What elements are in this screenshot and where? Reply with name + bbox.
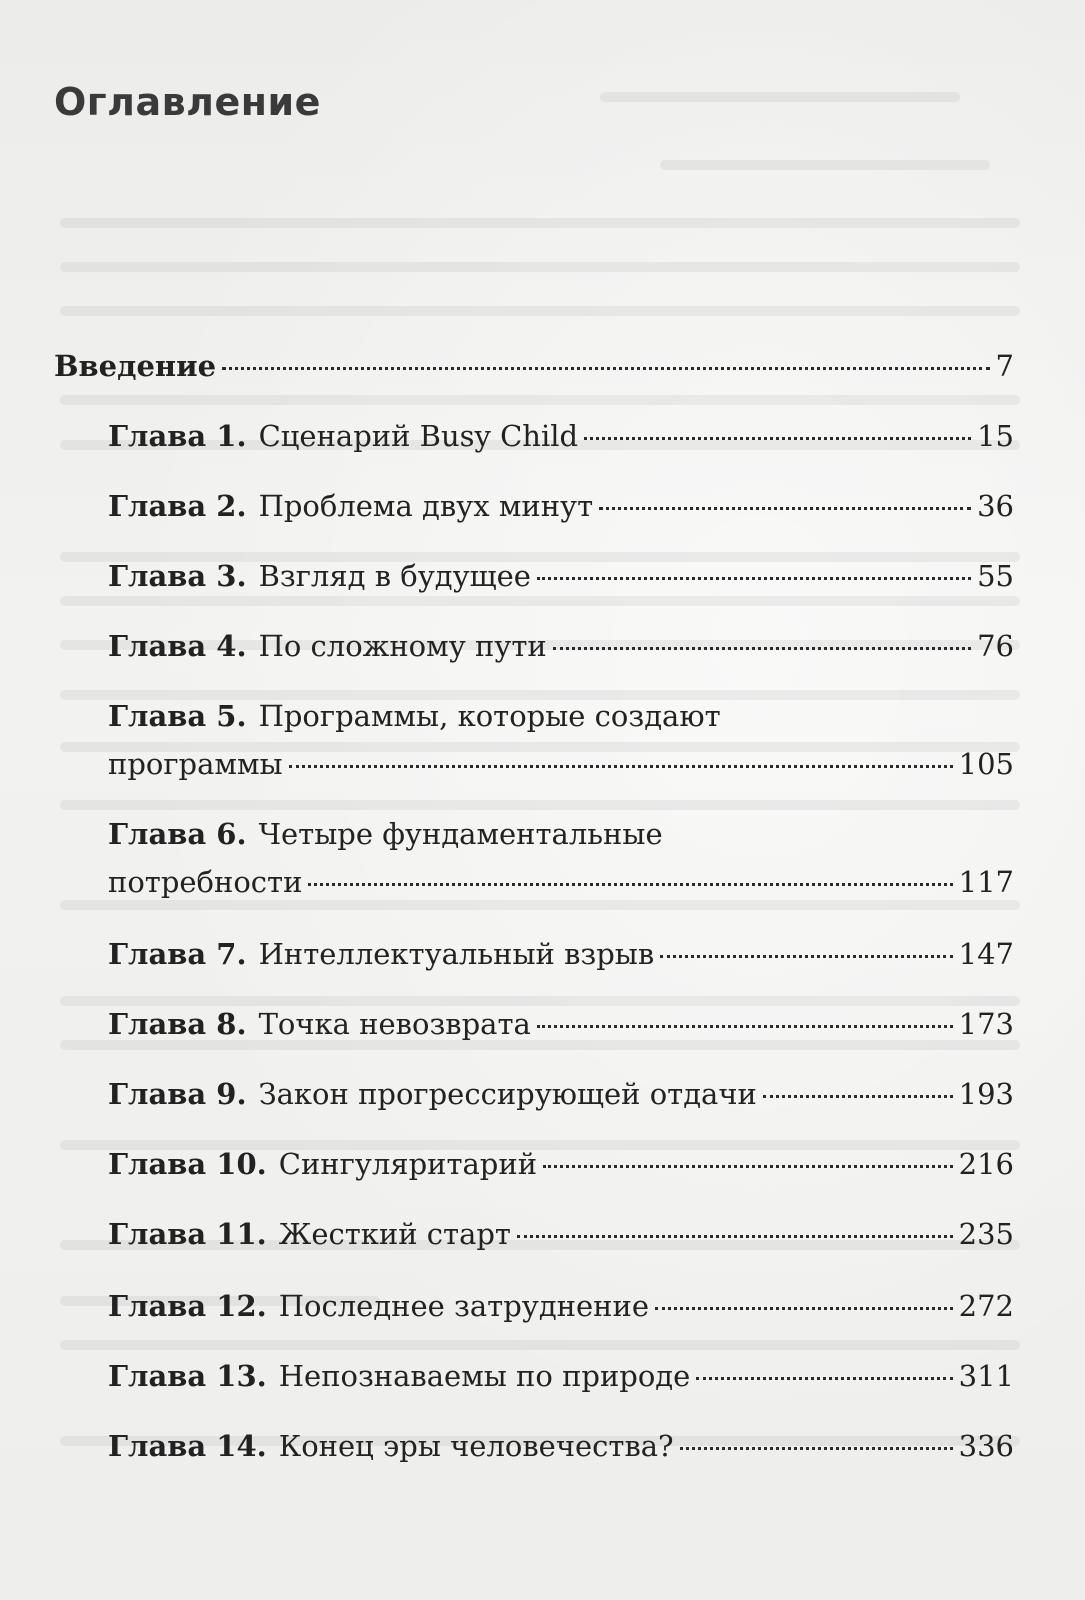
- chapter-number: Глава 9.: [108, 1077, 247, 1111]
- dot-leader: [763, 1095, 953, 1098]
- toc-entry-title: Интеллектуальный взрыв: [258, 937, 655, 971]
- chapter-number: Глава 6.: [108, 817, 247, 851]
- toc-entry-chapter-9[interactable]: [108, 1076, 1014, 1112]
- dot-leader: [517, 1235, 953, 1238]
- toc-entry-page: 193: [958, 1077, 1014, 1111]
- chapter-number: Глава 7.: [108, 937, 247, 971]
- toc-entry-page: 216: [958, 1147, 1014, 1181]
- toc-entry-chapter-5[interactable]: [108, 698, 1014, 782]
- toc-entry-title: Сингуляритарий: [278, 1147, 538, 1181]
- toc-entry-chapter-10[interactable]: [108, 1146, 1014, 1182]
- toc-entry-chapter-2[interactable]: [108, 488, 1014, 524]
- toc-entry-title: Непознаваемы по природе: [278, 1359, 691, 1393]
- toc-entry-page: 36: [977, 489, 1014, 523]
- toc-entry-title: Проблема двух минут: [258, 489, 594, 523]
- toc-entry-chapter-11[interactable]: [108, 1216, 1014, 1252]
- toc-entry-title: Жесткий старт: [278, 1217, 511, 1251]
- toc-entry-title: Введение: [54, 349, 217, 383]
- dot-leader: [660, 955, 952, 958]
- toc-entry-title: Закон прогрессирующей отдачи: [258, 1077, 757, 1111]
- toc-entry-chapter-7[interactable]: [108, 936, 1014, 972]
- toc-entry-title: Последнее затруднение: [278, 1289, 649, 1323]
- toc-entry-title: Программы, которые создают: [258, 699, 721, 733]
- toc-entry-chapter-3[interactable]: [108, 558, 1014, 594]
- chapter-number: Глава 1.: [108, 419, 247, 453]
- chapter-number: Глава 4.: [108, 629, 247, 663]
- dot-leader: [543, 1165, 953, 1168]
- chapter-number: Глава 13.: [108, 1359, 267, 1393]
- toc-entry-chapter-14[interactable]: [108, 1428, 1014, 1464]
- chapter-number: Глава 14.: [108, 1429, 267, 1463]
- toc-entry-title: Конец эры человечества?: [278, 1429, 674, 1463]
- toc-entry-chapter-13[interactable]: [108, 1358, 1014, 1394]
- toc-entry-title: Взгляд в будущее: [258, 559, 531, 593]
- toc-entry-title-continued: потребности: [108, 865, 303, 899]
- chapter-number: Глава 2.: [108, 489, 247, 523]
- chapter-number: Глава 5.: [108, 699, 247, 733]
- dot-leader: [599, 507, 971, 510]
- toc-entry-title: Четыре фундаментальные: [258, 817, 663, 851]
- toc-entry-page: 55: [977, 559, 1014, 593]
- toc-entry-page: 173: [958, 1007, 1014, 1041]
- toc-entry-chapter-4[interactable]: [108, 628, 1014, 664]
- chapter-number: Глава 11.: [108, 1217, 267, 1251]
- dot-leader: [308, 883, 952, 886]
- toc-entry-page: 105: [958, 747, 1014, 781]
- dot-leader: [537, 1025, 953, 1028]
- toc-entry-page: 147: [958, 937, 1014, 971]
- toc-entry-title: Точка невозврата: [258, 1007, 531, 1041]
- chapter-number: Глава 8.: [108, 1007, 247, 1041]
- toc-entry-page: 15: [977, 419, 1014, 453]
- toc-entry-page: 311: [958, 1359, 1014, 1393]
- page-title: Оглавление: [54, 80, 321, 124]
- dot-leader: [584, 437, 971, 440]
- toc-entry-page: 336: [958, 1429, 1014, 1463]
- dot-leader: [289, 765, 953, 768]
- dot-leader: [696, 1377, 952, 1380]
- toc-entry-page: 76: [977, 629, 1014, 663]
- dot-leader: [553, 647, 971, 650]
- toc-entry-chapter-12[interactable]: [108, 1288, 1014, 1324]
- toc-entry-title: Сценарий Busy Child: [258, 419, 579, 453]
- dot-leader: [655, 1307, 953, 1310]
- toc-entry-title-continued: программы: [108, 747, 283, 781]
- dot-leader: [537, 577, 971, 580]
- toc-entry-page: 7: [995, 349, 1014, 383]
- toc-entry-chapter-6[interactable]: [108, 816, 1014, 900]
- chapter-number: Глава 3.: [108, 559, 247, 593]
- dot-leader: [680, 1447, 953, 1450]
- dot-leader: [222, 367, 989, 370]
- toc-entry-title: По сложному пути: [258, 629, 547, 663]
- toc-entry-chapter-8[interactable]: [108, 1006, 1014, 1042]
- toc-entry-page: 235: [958, 1217, 1014, 1251]
- toc-entry-page: 117: [958, 865, 1014, 899]
- chapter-number: Глава 12.: [108, 1289, 267, 1323]
- toc-entry-page: 272: [958, 1289, 1014, 1323]
- toc-entry-chapter-1[interactable]: [108, 418, 1014, 454]
- toc-entry-intro[interactable]: [54, 348, 1014, 384]
- chapter-number: Глава 10.: [108, 1147, 267, 1181]
